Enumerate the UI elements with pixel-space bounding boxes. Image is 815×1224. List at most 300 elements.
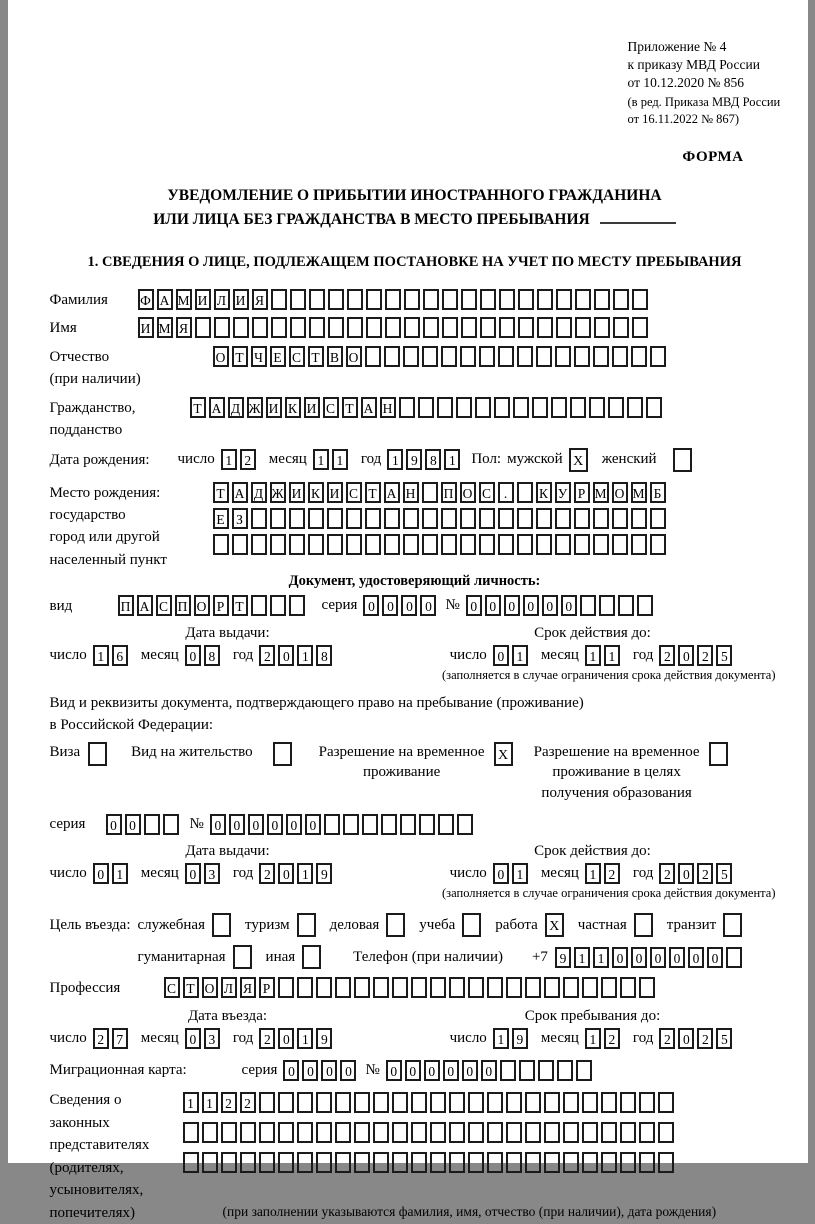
char-cell[interactable] [327, 534, 343, 555]
char-cell[interactable]: 0 [185, 1028, 201, 1049]
char-cell[interactable]: 0 [443, 1060, 459, 1081]
char-cell[interactable]: Т [213, 482, 229, 503]
char-cell[interactable] [419, 814, 435, 835]
char-cell[interactable]: 0 [278, 863, 294, 884]
char-cell[interactable] [404, 317, 420, 338]
char-cell[interactable]: 0 [466, 595, 482, 616]
char-cell[interactable]: Я [176, 317, 192, 338]
char-cell[interactable] [613, 289, 629, 310]
purpose-commercial-checkbox[interactable] [386, 913, 405, 937]
char-cell[interactable] [411, 977, 427, 998]
char-cell[interactable] [441, 346, 457, 367]
char-cell[interactable] [271, 289, 287, 310]
char-cell[interactable] [536, 508, 552, 529]
char-cell[interactable]: 8 [316, 645, 332, 666]
char-cell[interactable]: 0 [542, 595, 558, 616]
char-cell[interactable]: Н [403, 482, 419, 503]
char-cell[interactable] [347, 289, 363, 310]
char-cell[interactable]: Ч [251, 346, 267, 367]
char-cell[interactable]: 9 [316, 1028, 332, 1049]
char-cell[interactable]: 1 [585, 863, 601, 884]
char-cell[interactable] [632, 289, 648, 310]
char-cell[interactable] [601, 1092, 617, 1113]
char-cell[interactable] [518, 289, 534, 310]
char-cell[interactable] [441, 508, 457, 529]
char-cell[interactable] [422, 534, 438, 555]
char-cell[interactable]: 0 [485, 595, 501, 616]
char-cell[interactable]: К [536, 482, 552, 503]
char-cell[interactable] [385, 289, 401, 310]
char-cell[interactable]: 0 [707, 947, 723, 968]
char-cell[interactable] [658, 1122, 674, 1143]
char-cell[interactable]: М [176, 289, 192, 310]
char-cell[interactable] [373, 1092, 389, 1113]
char-cell[interactable] [612, 346, 628, 367]
char-cell[interactable]: 0 [493, 863, 509, 884]
char-cell[interactable] [646, 397, 662, 418]
char-cell[interactable]: 8 [425, 449, 441, 470]
char-cell[interactable] [290, 317, 306, 338]
char-cell[interactable] [525, 1152, 541, 1173]
char-cell[interactable] [449, 1152, 465, 1173]
char-cell[interactable] [202, 1122, 218, 1143]
char-cell[interactable] [270, 508, 286, 529]
char-cell[interactable]: 0 [678, 863, 694, 884]
char-cell[interactable] [517, 534, 533, 555]
char-cell[interactable] [328, 317, 344, 338]
char-cell[interactable] [366, 289, 382, 310]
char-cell[interactable]: М [631, 482, 647, 503]
char-cell[interactable] [354, 977, 370, 998]
char-cell[interactable] [574, 508, 590, 529]
char-cell[interactable] [480, 289, 496, 310]
char-cell[interactable] [252, 317, 268, 338]
char-cell[interactable] [343, 814, 359, 835]
char-cell[interactable]: И [289, 482, 305, 503]
char-cell[interactable]: А [384, 482, 400, 503]
char-cell[interactable] [324, 814, 340, 835]
char-cell[interactable]: Т [183, 977, 199, 998]
char-cell[interactable] [650, 534, 666, 555]
char-cell[interactable] [438, 814, 454, 835]
char-cell[interactable] [517, 508, 533, 529]
char-cell[interactable] [270, 595, 286, 616]
char-cell[interactable] [385, 317, 401, 338]
char-cell[interactable]: 2 [604, 1028, 620, 1049]
char-cell[interactable]: 0 [401, 595, 417, 616]
purpose-transit-checkbox[interactable] [723, 913, 742, 937]
purpose-work-checkbox[interactable]: X [545, 913, 564, 937]
char-cell[interactable]: 2 [240, 449, 256, 470]
char-cell[interactable]: Ф [138, 289, 154, 310]
char-cell[interactable] [506, 1152, 522, 1173]
char-cell[interactable]: 0 [340, 1060, 356, 1081]
char-cell[interactable] [461, 289, 477, 310]
char-cell[interactable] [518, 317, 534, 338]
char-cell[interactable] [403, 508, 419, 529]
char-cell[interactable] [278, 1122, 294, 1143]
char-cell[interactable] [620, 1092, 636, 1113]
char-cell[interactable]: 1 [585, 645, 601, 666]
char-cell[interactable] [608, 397, 624, 418]
char-cell[interactable] [316, 1152, 332, 1173]
char-cell[interactable] [418, 397, 434, 418]
char-cell[interactable] [411, 1092, 427, 1113]
char-cell[interactable]: П [118, 595, 134, 616]
char-cell[interactable] [551, 397, 567, 418]
visa-checkbox[interactable] [88, 742, 107, 766]
char-cell[interactable] [423, 317, 439, 338]
char-cell[interactable]: З [232, 508, 248, 529]
char-cell[interactable]: 0 [286, 814, 302, 835]
char-cell[interactable] [517, 482, 533, 503]
char-cell[interactable] [335, 1122, 351, 1143]
char-cell[interactable] [650, 508, 666, 529]
char-cell[interactable] [365, 534, 381, 555]
char-cell[interactable] [392, 1152, 408, 1173]
char-cell[interactable] [613, 317, 629, 338]
char-cell[interactable] [589, 397, 605, 418]
char-cell[interactable] [403, 346, 419, 367]
char-cell[interactable] [536, 346, 552, 367]
char-cell[interactable] [498, 508, 514, 529]
char-cell[interactable]: 1 [202, 1092, 218, 1113]
char-cell[interactable] [460, 534, 476, 555]
char-cell[interactable] [631, 508, 647, 529]
char-cell[interactable]: А [361, 397, 377, 418]
char-cell[interactable]: Е [270, 346, 286, 367]
purpose-business-checkbox[interactable] [212, 913, 231, 937]
char-cell[interactable] [538, 1060, 554, 1081]
char-cell[interactable] [366, 317, 382, 338]
char-cell[interactable]: Т [190, 397, 206, 418]
char-cell[interactable]: 9 [555, 947, 571, 968]
char-cell[interactable] [259, 1152, 275, 1173]
char-cell[interactable] [362, 814, 378, 835]
char-cell[interactable]: 1 [183, 1092, 199, 1113]
char-cell[interactable] [601, 1152, 617, 1173]
sex-male-checkbox[interactable]: X [569, 448, 588, 472]
char-cell[interactable]: 0 [523, 595, 539, 616]
char-cell[interactable] [601, 1122, 617, 1143]
char-cell[interactable] [582, 1122, 598, 1143]
char-cell[interactable] [449, 1122, 465, 1143]
char-cell[interactable] [498, 534, 514, 555]
char-cell[interactable]: О [612, 482, 628, 503]
char-cell[interactable]: 0 [612, 947, 628, 968]
purpose-tourism-checkbox[interactable] [297, 913, 316, 937]
char-cell[interactable] [555, 346, 571, 367]
sex-female-checkbox[interactable] [673, 448, 692, 472]
char-cell[interactable] [411, 1152, 427, 1173]
char-cell[interactable] [400, 814, 416, 835]
char-cell[interactable]: И [266, 397, 282, 418]
char-cell[interactable] [251, 508, 267, 529]
char-cell[interactable]: 2 [604, 863, 620, 884]
char-cell[interactable] [163, 814, 179, 835]
char-cell[interactable] [270, 534, 286, 555]
char-cell[interactable] [327, 508, 343, 529]
char-cell[interactable] [422, 346, 438, 367]
char-cell[interactable]: О [346, 346, 362, 367]
char-cell[interactable]: П [441, 482, 457, 503]
char-cell[interactable] [612, 508, 628, 529]
char-cell[interactable] [392, 1092, 408, 1113]
char-cell[interactable] [354, 1092, 370, 1113]
char-cell[interactable]: 1 [297, 1028, 313, 1049]
char-cell[interactable]: 0 [93, 863, 109, 884]
char-cell[interactable] [328, 289, 344, 310]
char-cell[interactable] [537, 317, 553, 338]
char-cell[interactable] [513, 397, 529, 418]
purpose-study-checkbox[interactable] [462, 913, 481, 937]
char-cell[interactable] [195, 317, 211, 338]
char-cell[interactable]: 2 [259, 645, 275, 666]
char-cell[interactable]: С [323, 397, 339, 418]
char-cell[interactable] [221, 1122, 237, 1143]
char-cell[interactable] [494, 397, 510, 418]
char-cell[interactable]: 0 [210, 814, 226, 835]
char-cell[interactable]: 0 [278, 1028, 294, 1049]
char-cell[interactable]: О [213, 346, 229, 367]
char-cell[interactable] [500, 1060, 516, 1081]
char-cell[interactable] [574, 346, 590, 367]
char-cell[interactable] [563, 1122, 579, 1143]
char-cell[interactable]: 2 [697, 863, 713, 884]
char-cell[interactable]: Р [213, 595, 229, 616]
char-cell[interactable] [365, 346, 381, 367]
char-cell[interactable]: 0 [678, 1028, 694, 1049]
char-cell[interactable]: У [555, 482, 571, 503]
char-cell[interactable]: 2 [659, 1028, 675, 1049]
char-cell[interactable] [233, 317, 249, 338]
char-cell[interactable]: 1 [604, 645, 620, 666]
char-cell[interactable] [392, 977, 408, 998]
char-cell[interactable]: Ж [270, 482, 286, 503]
char-cell[interactable]: П [175, 595, 191, 616]
char-cell[interactable]: 0 [481, 1060, 497, 1081]
char-cell[interactable] [468, 1092, 484, 1113]
char-cell[interactable] [437, 397, 453, 418]
char-cell[interactable] [309, 289, 325, 310]
char-cell[interactable]: 0 [278, 645, 294, 666]
char-cell[interactable]: Б [650, 482, 666, 503]
char-cell[interactable] [373, 977, 389, 998]
char-cell[interactable]: 3 [204, 1028, 220, 1049]
char-cell[interactable] [422, 482, 438, 503]
char-cell[interactable] [430, 1122, 446, 1143]
char-cell[interactable] [422, 508, 438, 529]
char-cell[interactable]: 1 [297, 645, 313, 666]
char-cell[interactable] [381, 814, 397, 835]
char-cell[interactable]: А [232, 482, 248, 503]
char-cell[interactable] [593, 346, 609, 367]
char-cell[interactable]: 0 [493, 645, 509, 666]
char-cell[interactable]: 3 [204, 863, 220, 884]
char-cell[interactable] [480, 317, 496, 338]
char-cell[interactable] [297, 1122, 313, 1143]
char-cell[interactable] [354, 1152, 370, 1173]
char-cell[interactable]: Н [380, 397, 396, 418]
char-cell[interactable] [618, 595, 634, 616]
char-cell[interactable]: 0 [504, 595, 520, 616]
char-cell[interactable] [468, 977, 484, 998]
char-cell[interactable]: 0 [229, 814, 245, 835]
char-cell[interactable] [544, 1122, 560, 1143]
char-cell[interactable]: 0 [267, 814, 283, 835]
char-cell[interactable] [525, 977, 541, 998]
char-cell[interactable]: Д [228, 397, 244, 418]
char-cell[interactable] [403, 534, 419, 555]
char-cell[interactable]: 0 [561, 595, 577, 616]
char-cell[interactable]: С [479, 482, 495, 503]
char-cell[interactable] [202, 1152, 218, 1173]
char-cell[interactable]: 0 [248, 814, 264, 835]
char-cell[interactable]: 0 [125, 814, 141, 835]
char-cell[interactable] [430, 977, 446, 998]
char-cell[interactable]: 2 [221, 1092, 237, 1113]
char-cell[interactable] [251, 534, 267, 555]
char-cell[interactable] [468, 1152, 484, 1173]
char-cell[interactable]: Ж [247, 397, 263, 418]
char-cell[interactable] [532, 397, 548, 418]
char-cell[interactable]: 0 [302, 1060, 318, 1081]
char-cell[interactable]: Я [252, 289, 268, 310]
char-cell[interactable] [183, 1122, 199, 1143]
char-cell[interactable]: 1 [593, 947, 609, 968]
char-cell[interactable] [456, 397, 472, 418]
char-cell[interactable]: С [346, 482, 362, 503]
char-cell[interactable] [460, 346, 476, 367]
char-cell[interactable]: И [138, 317, 154, 338]
char-cell[interactable] [316, 1092, 332, 1113]
char-cell[interactable] [479, 508, 495, 529]
char-cell[interactable]: О [194, 595, 210, 616]
char-cell[interactable] [221, 1152, 237, 1173]
char-cell[interactable] [384, 346, 400, 367]
char-cell[interactable] [525, 1092, 541, 1113]
char-cell[interactable] [430, 1092, 446, 1113]
char-cell[interactable] [537, 289, 553, 310]
char-cell[interactable]: 0 [386, 1060, 402, 1081]
char-cell[interactable]: 2 [659, 863, 675, 884]
char-cell[interactable] [487, 1152, 503, 1173]
char-cell[interactable] [594, 289, 610, 310]
char-cell[interactable] [411, 1122, 427, 1143]
char-cell[interactable] [271, 317, 287, 338]
char-cell[interactable]: 2 [259, 863, 275, 884]
char-cell[interactable] [278, 1092, 294, 1113]
char-cell[interactable] [574, 534, 590, 555]
char-cell[interactable]: 0 [185, 645, 201, 666]
char-cell[interactable]: 7 [112, 1028, 128, 1049]
char-cell[interactable] [658, 1152, 674, 1173]
char-cell[interactable] [316, 1122, 332, 1143]
char-cell[interactable] [468, 1122, 484, 1143]
char-cell[interactable] [620, 1152, 636, 1173]
char-cell[interactable]: 1 [585, 1028, 601, 1049]
char-cell[interactable] [232, 534, 248, 555]
char-cell[interactable]: Т [232, 346, 248, 367]
purpose-humanitarian-checkbox[interactable] [233, 945, 252, 969]
char-cell[interactable]: 0 [650, 947, 666, 968]
char-cell[interactable]: М [157, 317, 173, 338]
char-cell[interactable]: 0 [106, 814, 122, 835]
char-cell[interactable]: К [308, 482, 324, 503]
char-cell[interactable]: 2 [259, 1028, 275, 1049]
char-cell[interactable] [601, 977, 617, 998]
char-cell[interactable]: Л [214, 289, 230, 310]
purpose-other-checkbox[interactable] [302, 945, 321, 969]
char-cell[interactable] [650, 346, 666, 367]
char-cell[interactable] [289, 595, 305, 616]
char-cell[interactable]: А [137, 595, 153, 616]
char-cell[interactable] [449, 1092, 465, 1113]
char-cell[interactable] [475, 397, 491, 418]
char-cell[interactable]: 2 [697, 645, 713, 666]
char-cell[interactable] [555, 534, 571, 555]
char-cell[interactable]: 1 [512, 863, 528, 884]
char-cell[interactable] [563, 1092, 579, 1113]
char-cell[interactable] [499, 317, 515, 338]
char-cell[interactable]: 0 [321, 1060, 337, 1081]
char-cell[interactable] [631, 534, 647, 555]
char-cell[interactable] [479, 534, 495, 555]
char-cell[interactable] [297, 977, 313, 998]
char-cell[interactable] [637, 595, 653, 616]
char-cell[interactable] [556, 317, 572, 338]
char-cell[interactable] [457, 814, 473, 835]
char-cell[interactable]: 0 [405, 1060, 421, 1081]
char-cell[interactable] [308, 534, 324, 555]
char-cell[interactable] [373, 1122, 389, 1143]
char-cell[interactable]: 0 [678, 645, 694, 666]
char-cell[interactable]: 6 [112, 645, 128, 666]
char-cell[interactable] [544, 977, 560, 998]
char-cell[interactable]: М [593, 482, 609, 503]
char-cell[interactable]: 5 [716, 863, 732, 884]
char-cell[interactable] [290, 289, 306, 310]
char-cell[interactable]: 2 [93, 1028, 109, 1049]
char-cell[interactable] [460, 508, 476, 529]
char-cell[interactable]: 0 [424, 1060, 440, 1081]
char-cell[interactable] [506, 1092, 522, 1113]
char-cell[interactable] [297, 1092, 313, 1113]
char-cell[interactable]: 1 [444, 449, 460, 470]
char-cell[interactable] [384, 534, 400, 555]
char-cell[interactable]: В [327, 346, 343, 367]
char-cell[interactable]: Т [365, 482, 381, 503]
char-cell[interactable] [570, 397, 586, 418]
char-cell[interactable] [487, 1122, 503, 1143]
residence-permit-checkbox[interactable] [273, 742, 292, 766]
char-cell[interactable]: 0 [363, 595, 379, 616]
char-cell[interactable] [214, 317, 230, 338]
char-cell[interactable] [289, 508, 305, 529]
char-cell[interactable] [627, 397, 643, 418]
char-cell[interactable] [556, 289, 572, 310]
char-cell[interactable] [563, 1152, 579, 1173]
char-cell[interactable] [240, 1122, 256, 1143]
char-cell[interactable]: И [304, 397, 320, 418]
char-cell[interactable]: 2 [240, 1092, 256, 1113]
char-cell[interactable]: . [498, 482, 514, 503]
char-cell[interactable]: 1 [493, 1028, 509, 1049]
char-cell[interactable] [259, 1122, 275, 1143]
char-cell[interactable] [506, 1122, 522, 1143]
char-cell[interactable] [442, 289, 458, 310]
char-cell[interactable]: 0 [283, 1060, 299, 1081]
